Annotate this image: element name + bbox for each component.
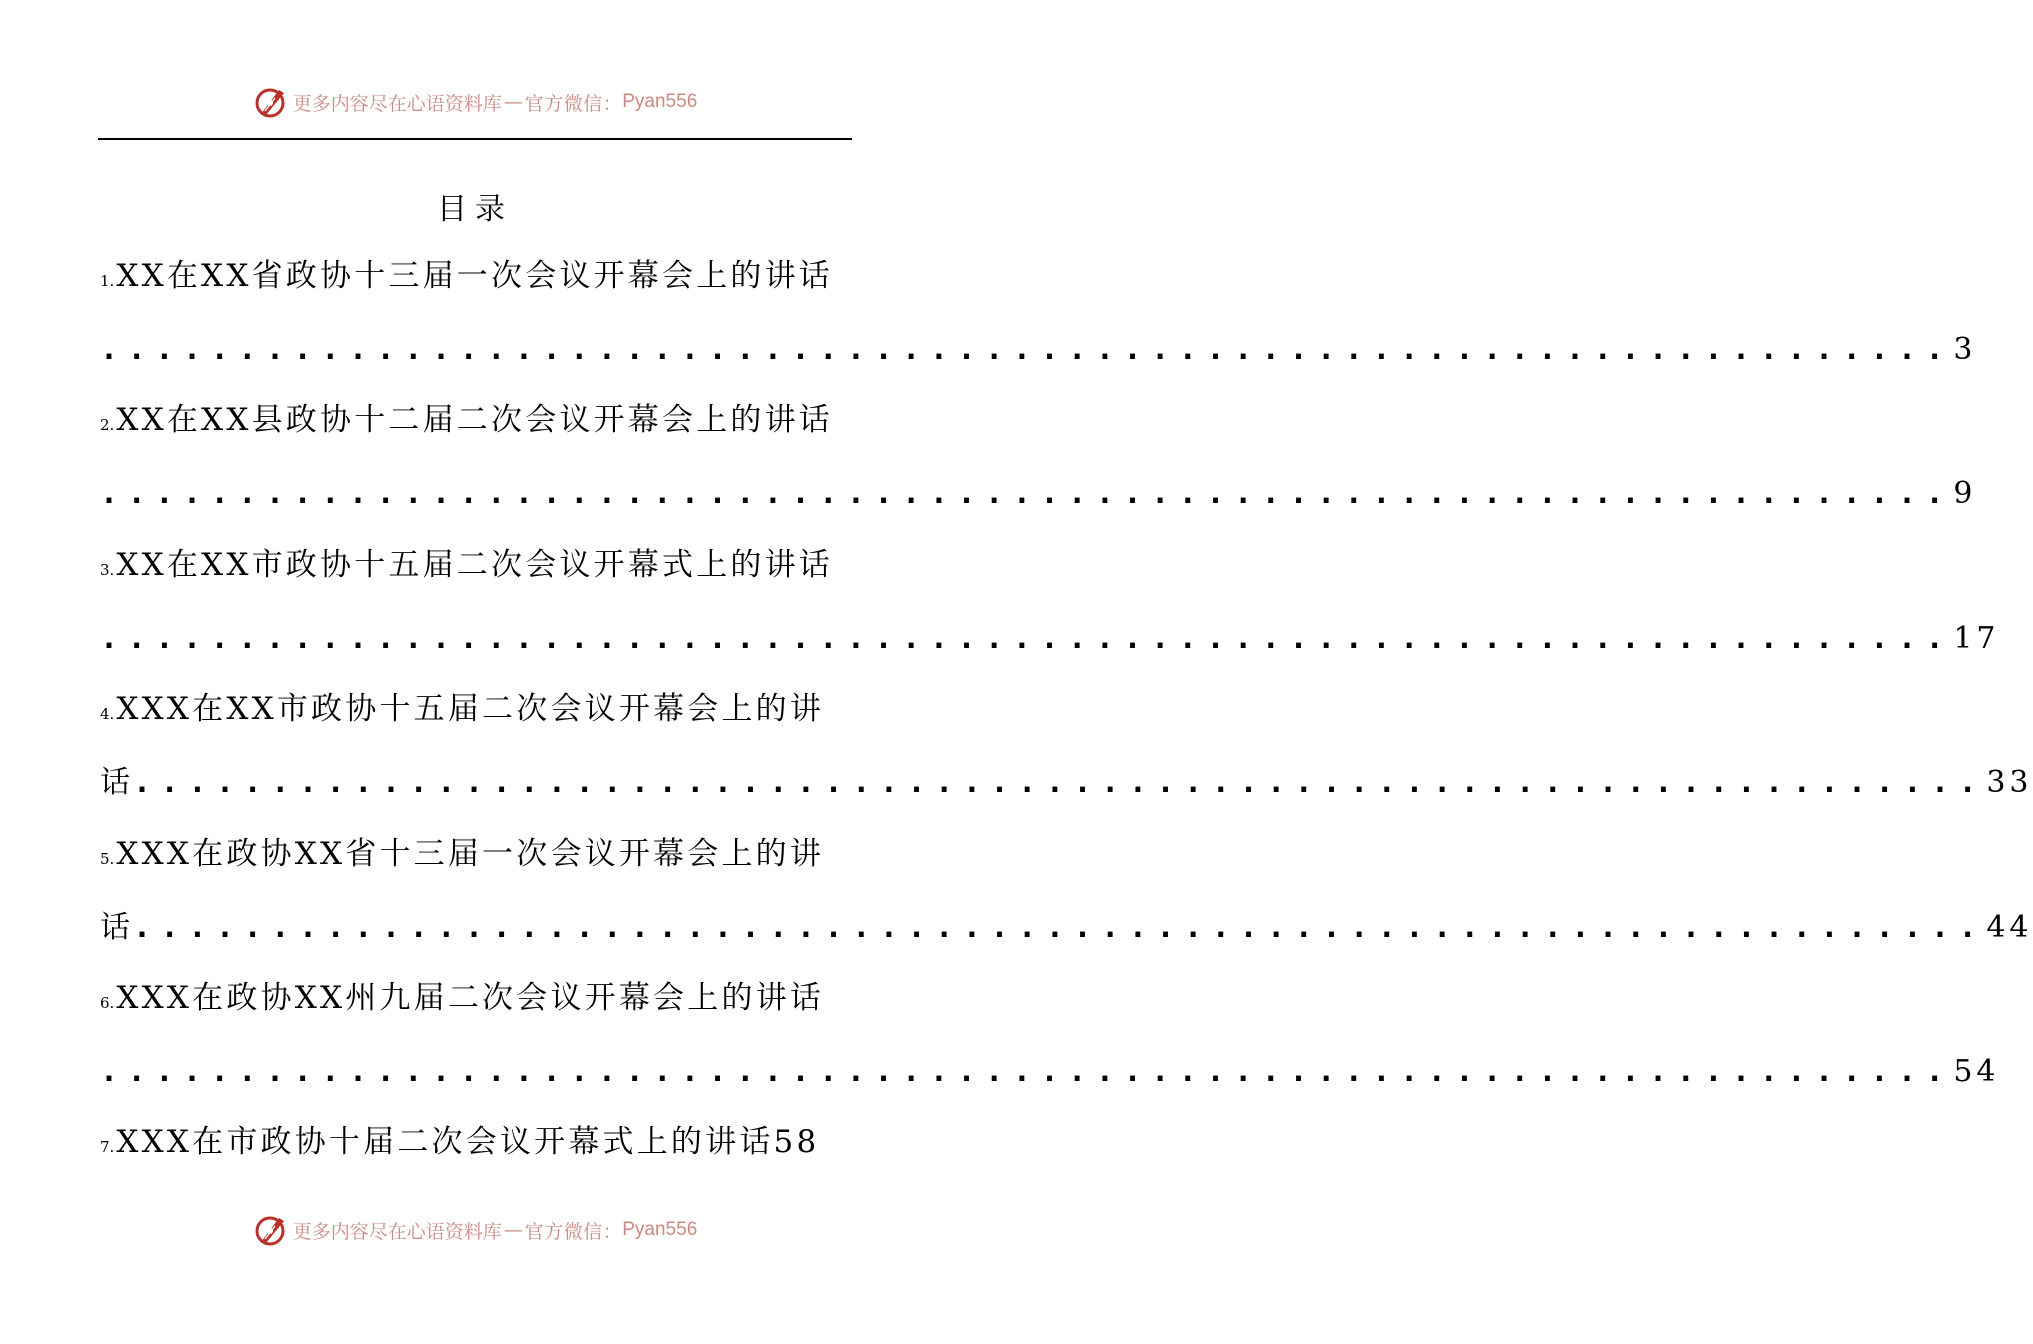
toc-entry-title: XX在XX省政协十三届一次会议开幕会上的讲话: [116, 258, 833, 294]
toc-entry-number: 1.: [100, 272, 115, 290]
toc-entry-number: 2.: [100, 416, 115, 434]
toc-entry-title: XX在XX市政协十五届二次会议开幕式上的讲话: [116, 547, 833, 583]
toc-entry-title-line: [100, 974, 852, 1022]
toc-entry-number: 5.: [100, 850, 115, 868]
toc-title: 目录: [437, 192, 513, 227]
toc-dot-leader: ...................................................................: [100, 1054, 1954, 1089]
footer-banner: [0, 1210, 950, 1250]
footer-banner-text: 更多内容尽在心语资料库: [292, 1220, 502, 1243]
toc-dot-leader: ...................................................................: [133, 765, 1987, 800]
toc-entry-page: 58: [773, 1124, 820, 1160]
toc-entry-title: XXX在政协XX州九届二次会议开幕会上的讲话: [116, 980, 825, 1016]
toc-entry-title-line: [100, 252, 852, 300]
toc-entry-leader-line: [100, 615, 2000, 663]
toc-dot-leader: ...................................................................: [100, 332, 1954, 367]
toc-entry-number: 3.: [100, 561, 115, 579]
toc-entry-title-line: [100, 541, 852, 589]
toc-entry-number: 4.: [100, 705, 115, 723]
toc-entry-leader-line: [100, 904, 2033, 952]
toc-entry-title-line: [100, 1118, 852, 1166]
toc-entry-title-line: [100, 685, 852, 733]
header-banner-separator: —: [503, 91, 523, 113]
header-banner-text: 更多内容尽在心语资料库: [292, 92, 502, 115]
toc-entry-page: 44: [1986, 910, 2033, 945]
toc-entry-title-tail: 话: [100, 765, 133, 800]
toc-entry-title: XX在XX县政协十二届二次会议开幕会上的讲话: [116, 402, 833, 438]
header-rule: [98, 138, 852, 140]
toc-entry-page: 9: [1953, 476, 1977, 511]
quill-circle-logo-icon: [253, 1212, 289, 1248]
footer-banner-wechat-label: 官方微信：: [524, 1220, 623, 1243]
toc-entry-page: 3: [1953, 332, 1977, 367]
toc-entry-title: XXX在市政协十届二次会议开幕式上的讲话: [116, 1124, 774, 1160]
toc-entry-page: 17: [1953, 621, 2000, 656]
header-banner: [0, 82, 950, 122]
toc-entry-page: 54: [1953, 1054, 2000, 1089]
footer-banner-wechat-id: Pyan556: [622, 1219, 698, 1240]
footer-banner-separator: —: [503, 1219, 523, 1241]
toc-dot-leader: ...................................................................: [133, 910, 1987, 945]
quill-circle-logo-icon: [253, 84, 289, 120]
toc-entry-number: 7.: [100, 1138, 115, 1156]
toc-dot-leader: ...................................................................: [100, 476, 1954, 511]
toc-entry-number: 6.: [100, 994, 115, 1012]
toc-dot-leader: ...................................................................: [100, 621, 1954, 656]
toc-entry-leader-line: [100, 470, 1977, 518]
toc-entry-title-tail: 话: [100, 910, 133, 945]
toc-entry-leader-line: [100, 326, 1977, 374]
header-banner-wechat-label: 官方微信：: [524, 92, 623, 115]
toc-entry-title-line: [100, 830, 852, 878]
toc-entry-title: XXX在XX市政协十五届二次会议开幕会上的讲: [116, 691, 825, 727]
header-banner-wechat-id: Pyan556: [622, 91, 698, 112]
toc-entry-page: 33: [1986, 765, 2033, 800]
toc-entry-title-line: [100, 396, 852, 444]
toc-entry-leader-line: [100, 1048, 2000, 1096]
toc-entry-title: XXX在政协XX省十三届一次会议开幕会上的讲: [116, 836, 825, 872]
toc-entry-leader-line: [100, 759, 2033, 807]
